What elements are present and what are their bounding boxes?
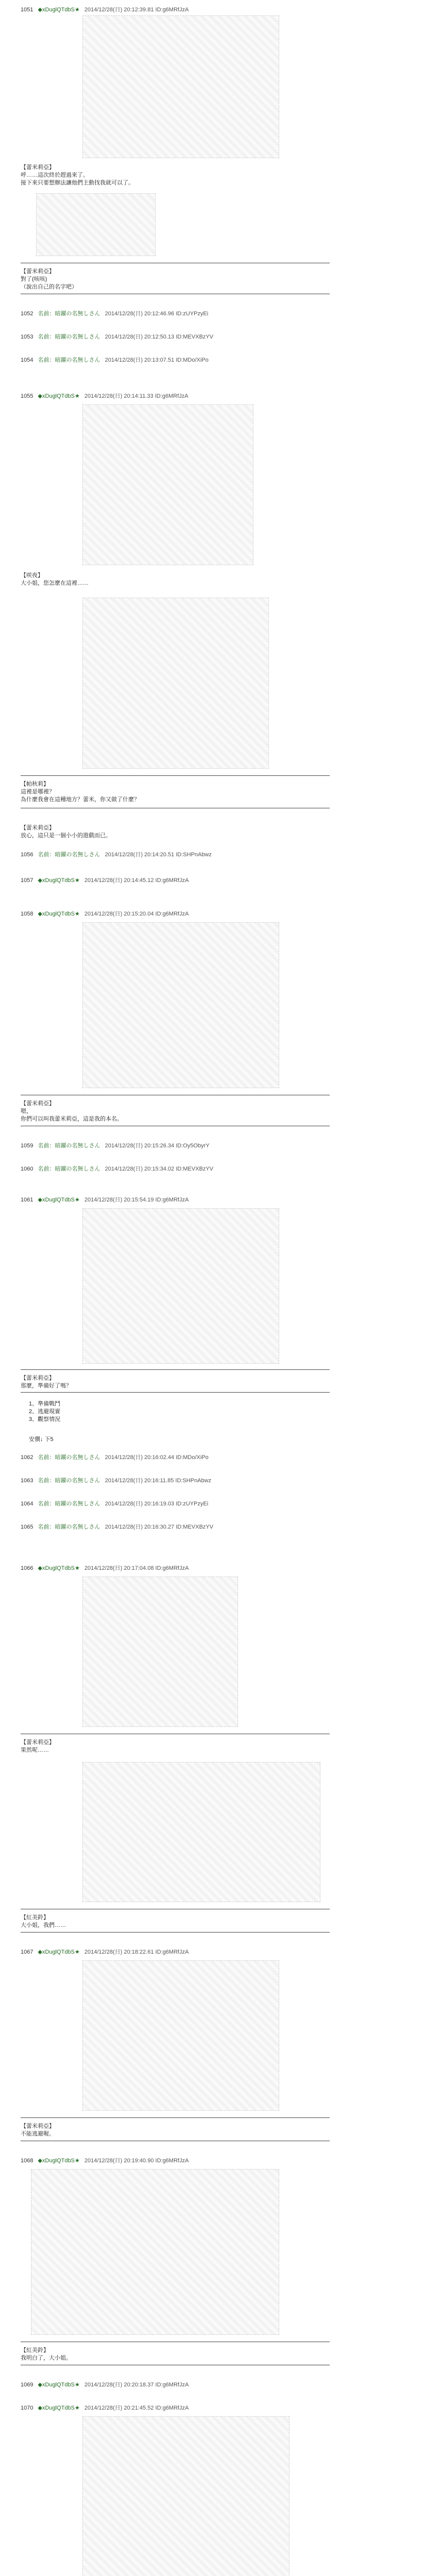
post-header-line <box>21 850 412 858</box>
dialogue-block <box>21 1914 66 1929</box>
post-author: 名前：暗躍の名無しさん <box>38 1166 100 1172</box>
post-number[interactable]: 1059 <box>21 1143 33 1149</box>
post-header <box>21 909 412 918</box>
choice-item[interactable]: 3、觀察情況 <box>29 1416 61 1422</box>
speaker-name: 【帕秋莉】 <box>21 781 49 787</box>
dialogue-line: 接下來只要想辦法讓他們主動找我就可以了。 <box>21 180 134 186</box>
post-meta: 2014/12/28(日) 20:14:45.12 ID:g6MRfJzA <box>84 877 189 884</box>
ascii-art-figure <box>82 922 279 1088</box>
post-author: 名前：暗躍の名無しさん <box>38 357 100 363</box>
post-meta: 2014/12/28(日) 20:15:26.34 ID:Oy5ObyrY <box>105 1143 210 1149</box>
post-meta: 2014/12/28(日) 20:12:46.96 ID:zUYPzyEi <box>105 311 209 317</box>
post-author: ◆xDuglQTdbS★ <box>38 1197 80 1203</box>
post-header-line <box>21 5 412 13</box>
post-meta: 2014/12/28(日) 20:18:22.61 ID:g6MRfJzA <box>84 1949 189 1955</box>
post-number[interactable]: 1057 <box>21 877 33 884</box>
post-number[interactable]: 1063 <box>21 1478 33 1484</box>
post-number[interactable]: 1061 <box>21 1197 33 1203</box>
speaker-name: 【蕾米莉亞】 <box>21 268 55 275</box>
post-number[interactable]: 1060 <box>21 1166 33 1172</box>
post-header <box>21 876 412 884</box>
speaker-name: 【蕾米莉亞】 <box>21 825 55 831</box>
post-number[interactable]: 1067 <box>21 1949 33 1955</box>
post-header-line <box>21 1476 412 1484</box>
speaker-name: 【紅美鈴】 <box>21 2347 49 2353</box>
post-header <box>21 355 412 364</box>
post-meta: 2014/12/28(日) 20:15:54.19 ID:g6MRfJzA <box>84 1197 189 1203</box>
post-header-line <box>21 1164 412 1173</box>
dialogue-block <box>21 572 89 587</box>
speaker-name: 【蕾米莉亞】 <box>21 2123 55 2129</box>
post-meta: 2014/12/28(日) 20:13:07.51 ID:MDo/XiPo <box>105 357 209 363</box>
post-header-line <box>21 1195 412 1204</box>
vote-anchor: 安價↓ 下5 <box>29 1436 54 1443</box>
post-number[interactable]: 1052 <box>21 311 33 317</box>
dialogue-block <box>21 2347 72 2362</box>
post-author: ◆xDuglQTdbS★ <box>38 2405 80 2411</box>
post-header <box>21 1164 412 1173</box>
post-header-line <box>21 355 412 364</box>
post-header <box>21 1453 412 1461</box>
post-header <box>21 2403 412 2412</box>
dialogue-line: 不能逃避喔。 <box>21 2131 55 2137</box>
post-meta: 2014/12/28(日) 20:17:04.08 ID:g6MRfJzA <box>84 1565 189 1571</box>
post-meta: 2014/12/28(日) 20:16:19.03 ID:zUYPzyEi <box>105 1501 209 1507</box>
dialogue-line: （說出自己的名字吧） <box>21 284 77 290</box>
post-header-line <box>21 1522 412 1531</box>
dialogue-line: 這裡是哪裡？ <box>21 789 55 795</box>
post-number[interactable]: 1064 <box>21 1501 33 1507</box>
dialogue-line: 那麼，準備好了嗎？ <box>21 1383 72 1389</box>
post-header <box>21 1522 412 1531</box>
post-number[interactable]: 1055 <box>21 393 33 399</box>
post-author: ◆xDuglQTdbS★ <box>38 7 80 13</box>
dialogue-line: 對了(咳咳) <box>21 276 47 282</box>
post-header <box>21 392 412 400</box>
ascii-art-figure <box>82 2416 290 2576</box>
speaker-name: 【蕾米莉亞】 <box>21 1375 55 1381</box>
divider-line <box>21 1392 330 1393</box>
post-author: 名前：暗躍の名無しさん <box>38 1501 100 1507</box>
dialogue-block <box>21 1739 55 1754</box>
post-meta: 2014/12/28(日) 20:16:11.85 ID:SHPnAbwz <box>105 1478 212 1484</box>
post-header-line <box>21 876 412 884</box>
post-header-line <box>21 309 412 317</box>
dialogue-line: 我明白了，大小姐。 <box>21 2355 72 2361</box>
ascii-art-figure <box>82 15 279 158</box>
post-header-line <box>21 332 412 341</box>
dialogue-block <box>21 781 140 804</box>
post-meta: 2014/12/28(日) 20:16:02.44 ID:MDo/XiPo <box>105 1454 209 1461</box>
speaker-name: 【蕾米莉亞】 <box>21 164 55 171</box>
speaker-name: 【紅美鈴】 <box>21 1914 49 1921</box>
ascii-art-figure <box>36 193 156 256</box>
post-header-line <box>21 909 412 918</box>
post-author: ◆xDuglQTdbS★ <box>38 393 80 399</box>
post-number[interactable]: 1068 <box>21 2158 33 2164</box>
post-number[interactable]: 1054 <box>21 357 33 363</box>
post-header <box>21 1499 412 1507</box>
choice-item[interactable]: 1、準備戰鬥 <box>29 1401 61 1407</box>
post-header <box>21 309 412 317</box>
dialogue-block <box>21 1100 123 1123</box>
dialogue-line: 果然呢…… <box>21 1747 49 1753</box>
dialogue-block <box>21 164 134 187</box>
post-header <box>21 1195 412 1204</box>
post-number[interactable]: 1066 <box>21 1565 33 1571</box>
post-header-line <box>21 2380 412 2388</box>
dialogue-line: 大小姐，我們…… <box>21 1922 66 1928</box>
post-number[interactable]: 1056 <box>21 852 33 858</box>
post-meta: 2014/12/28(日) 20:14:20.51 ID:SHPnAbwz <box>105 852 212 858</box>
divider-line <box>21 1932 330 1933</box>
post-number[interactable]: 1069 <box>21 2382 33 2388</box>
post-meta: 2014/12/28(日) 20:15:34.02 ID:MEVXBzYV <box>105 1166 213 1172</box>
dialogue-line: 大小姐，您怎麼在這裡…… <box>21 580 89 586</box>
post-number[interactable]: 1051 <box>21 7 33 13</box>
post-author: ◆xDuglQTdbS★ <box>38 2382 80 2388</box>
post-author: ◆xDuglQTdbS★ <box>38 877 80 884</box>
post-author: 名前：暗躍の名無しさん <box>38 1478 100 1484</box>
post-author: 名前：暗躍の名無しさん <box>38 1143 100 1149</box>
post-author: ◆xDuglQTdbS★ <box>38 911 80 917</box>
post-header <box>21 1476 412 1484</box>
divider-line <box>21 2117 330 2118</box>
post-header <box>21 2156 412 2164</box>
ascii-art-figure <box>82 1208 279 1364</box>
ascii-art-figure <box>82 598 269 769</box>
post-author: 名前：暗躍の名無しさん <box>38 334 100 340</box>
ascii-art-figure <box>82 1577 238 1727</box>
post-meta: 2014/12/28(日) 20:20:18.37 ID:g6MRfJzA <box>84 2382 189 2388</box>
post-number[interactable]: 1058 <box>21 911 33 917</box>
post-meta: 2014/12/28(日) 20:12:39.81 ID:g6MRfJzA <box>84 7 189 13</box>
dialogue-block <box>21 268 77 291</box>
ascii-art-figure <box>31 2169 279 2335</box>
dialogue-line: 你們可以叫我蕾米莉亞，這是我的本名。 <box>21 1116 123 1122</box>
dialogue-line: 為什麼我會在這種地方？蕾米，你又做了什麼？ <box>21 796 140 803</box>
post-header-line <box>21 392 412 400</box>
dialogue-line: 放心，這只是一個小小的遊戲而已。 <box>21 833 111 839</box>
post-header <box>21 850 412 858</box>
post-number[interactable]: 1062 <box>21 1454 33 1461</box>
post-meta: 2014/12/28(日) 20:21:45.52 ID:g6MRfJzA <box>84 2405 189 2411</box>
post-meta: 2014/12/28(日) 20:14:11.33 ID:g6MRfJzA <box>84 393 189 399</box>
post-header-line <box>21 2156 412 2164</box>
post-number[interactable]: 1065 <box>21 1524 33 1530</box>
post-meta: 2014/12/28(日) 20:16:30.27 ID:MEVXBzYV <box>105 1524 213 1530</box>
post-author: 名前：暗躍の名無しさん <box>38 1454 100 1461</box>
choice-list <box>29 1400 60 1423</box>
ascii-art-figure <box>82 404 253 565</box>
ascii-art-figure <box>82 1960 279 2111</box>
dialogue-block <box>21 2123 55 2138</box>
post-author: 名前：暗躍の名無しさん <box>38 1524 100 1530</box>
post-header-line <box>21 1499 412 1507</box>
speaker-name: 【蕾米莉亞】 <box>21 1739 55 1745</box>
dialogue-line: 嗯， <box>21 1108 32 1114</box>
divider-line <box>21 1369 330 1370</box>
dialogue-line: 呼……這次終於趕過來了。 <box>21 172 89 178</box>
post-header-line <box>21 1453 412 1461</box>
post-meta: 2014/12/28(日) 20:15:20.04 ID:g6MRfJzA <box>84 911 189 917</box>
dialogue-block <box>21 1375 72 1390</box>
post-header <box>21 2380 412 2388</box>
post-meta: 2014/12/28(日) 20:19:40.90 ID:g6MRfJzA <box>84 2158 189 2164</box>
post-author: ◆xDuglQTdbS★ <box>38 1949 80 1955</box>
ascii-art-figure <box>82 1762 320 1902</box>
post-number[interactable]: 1070 <box>21 2405 33 2411</box>
post-header <box>21 1564 412 1572</box>
post-header <box>21 1947 412 1956</box>
post-author: 名前：暗躍の名無しさん <box>38 311 100 317</box>
post-header-line <box>21 1564 412 1572</box>
speaker-name: 【咲夜】 <box>21 572 43 579</box>
post-header-line <box>21 1947 412 1956</box>
post-header-line <box>21 2403 412 2412</box>
divider-line <box>21 775 330 776</box>
post-header <box>21 1141 412 1149</box>
post-author: ◆xDuglQTdbS★ <box>38 1565 80 1571</box>
post-author: 名前：暗躍の名無しさん <box>38 852 100 858</box>
post-author: ◆xDuglQTdbS★ <box>38 2158 80 2164</box>
choice-item[interactable]: 2、逃避現實 <box>29 1409 61 1415</box>
post-header <box>21 5 412 13</box>
dialogue-block <box>21 824 111 840</box>
speaker-name: 【蕾米莉亞】 <box>21 1100 55 1107</box>
post-header <box>21 332 412 341</box>
post-header-line <box>21 1141 412 1149</box>
post-meta: 2014/12/28(日) 20:12:50.13 ID:MEVXBzYV <box>105 334 213 340</box>
post-number[interactable]: 1053 <box>21 334 33 340</box>
